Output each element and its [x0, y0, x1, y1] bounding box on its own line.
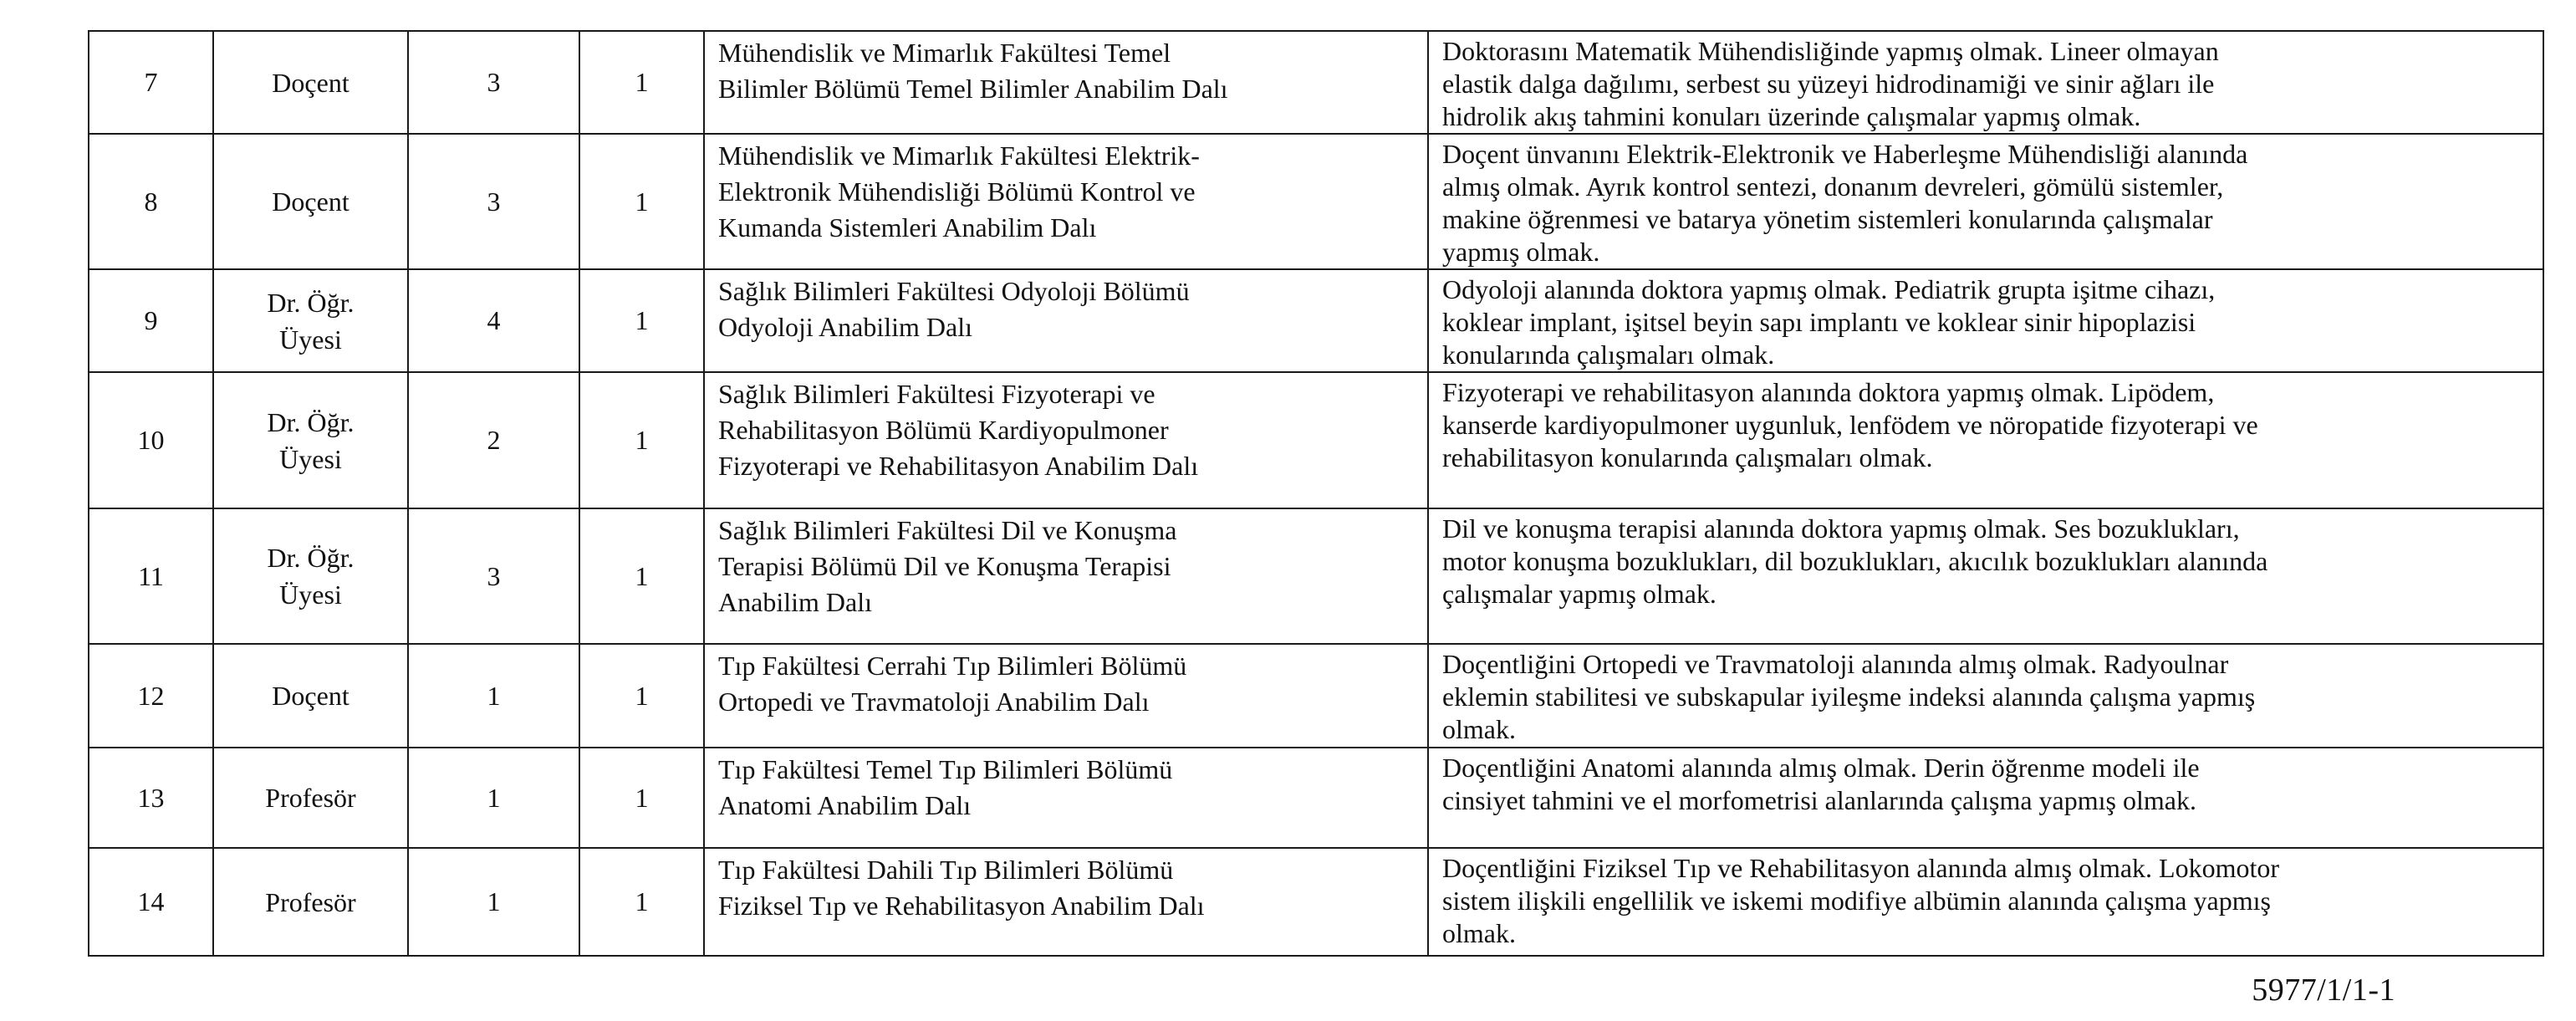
department-unit: Mühendislik ve Mimarlık Fakültesi Temel Bilimler Bölümü Temel Bilimler Anabilim Dalı — [704, 31, 1428, 134]
row-number: 13 — [89, 748, 213, 848]
position-count: 1 — [579, 644, 704, 748]
table-row — [89, 372, 2543, 508]
requirement-text: Odyoloji alanında doktora yapmış olmak. Pediatrik grupta işitme cihazı, koklear implant, işitsel beyin sapı implantı ve koklear sinir hipoplazisi konularında çalışmaları olmak. — [1428, 269, 2543, 372]
requirement-text: Dil ve konuşma terapisi alanında doktora yapmış olmak. Ses bozuklukları, motor konuşma bozuklukları, dil bozuklukları, akıcılık bozuklukları alanında çalışmalar yapmış olmak. — [1428, 508, 2543, 644]
requirement-text: Doktorasını Matematik Mühendisliğinde yapmış olmak. Lineer olmayan elastik dalga dağılımı, serbest su yüzeyi hidrodinamiği ve sinir ağları ile hidrolik akış tahmini konuları üzerinde çalışmalar yapmış olmak. — [1428, 31, 2543, 134]
table-row — [89, 508, 2543, 644]
row-number: 7 — [89, 31, 213, 134]
academic-title-text: Profesör — [265, 783, 356, 813]
position-count: 1 — [579, 31, 704, 134]
table-row — [89, 848, 2543, 956]
requirement-text: Doçent ünvanını Elektrik-Elektronik ve Haberleşme Mühendisliği alanında almış olmak. Ayrık kontrol sentezi, donanım devreleri, gömülü sistemler, makine öğrenmesi ve batarya yönetim sistemleri konularında çalışmalar yapmış olmak. — [1428, 134, 2543, 269]
department-unit: Sağlık Bilimleri Fakültesi Fizyoterapi ve Rehabilitasyon Bölümü Kardiyopulmoner Fizyoterapi ve Rehabilitasyon Anabilim Dalı — [704, 372, 1428, 508]
position-count: 1 — [579, 269, 704, 372]
position-count: 1 — [579, 508, 704, 644]
academic-title — [213, 848, 408, 956]
academic-title-text: Dr. Öğr. Üyesi — [267, 287, 355, 355]
level-value: 2 — [408, 372, 579, 508]
row-number: 9 — [89, 269, 213, 372]
requirement-text: Doçentliğini Anatomi alanında almış olmak. Derin öğrenme modeli ile cinsiyet tahmini ve el morfometrisi alanlarında çalışma yapmış olmak. — [1428, 748, 2543, 848]
table-row — [89, 31, 2543, 134]
academic-title-text: Doçent — [272, 186, 349, 217]
requirement-text: Doçentliğini Ortopedi ve Travmatoloji alanında almış olmak. Radyoulnar eklemin stabilitesi ve subskapular iyileşme indeksi alanında çalışma yapmış olmak. — [1428, 644, 2543, 748]
position-count: 1 — [579, 134, 704, 269]
department-unit: Sağlık Bilimleri Fakültesi Odyoloji Bölümü Odyoloji Anabilim Dalı — [704, 269, 1428, 372]
level-value: 3 — [408, 134, 579, 269]
department-unit: Mühendislik ve Mimarlık Fakültesi Elektrik- Elektronik Mühendisliği Bölümü Kontrol ve Kumanda Sistemleri Anabilim Dalı — [704, 134, 1428, 269]
academic-title — [213, 269, 408, 372]
row-number: 14 — [89, 848, 213, 956]
academic-title — [213, 748, 408, 848]
position-count: 1 — [579, 372, 704, 508]
academic-title-text: Dr. Öğr. Üyesi — [267, 543, 355, 610]
position-table — [88, 30, 2544, 957]
academic-title — [213, 644, 408, 748]
requirement-text: Fizyoterapi ve rehabilitasyon alanında doktora yapmış olmak. Lipödem, kanserde kardiyopulmoner uygunluk, lenfödem ve nöropatide fizyoterapi ve rehabilitasyon konularında çalışmaları olmak. — [1428, 372, 2543, 508]
academic-title — [213, 31, 408, 134]
level-value: 4 — [408, 269, 579, 372]
position-count: 1 — [579, 848, 704, 956]
row-number: 10 — [89, 372, 213, 508]
academic-title-text: Profesör — [265, 886, 356, 917]
table-row — [89, 748, 2543, 848]
department-unit: Sağlık Bilimleri Fakültesi Dil ve Konuşma Terapisi Bölümü Dil ve Konuşma Terapisi Anabilim Dalı — [704, 508, 1428, 644]
level-value: 3 — [408, 508, 579, 644]
academic-title-text: Dr. Öğr. Üyesi — [267, 406, 355, 474]
department-unit: Tıp Fakültesi Temel Tıp Bilimleri Bölümü Anatomi Anabilim Dalı — [704, 748, 1428, 848]
table-row — [89, 644, 2543, 748]
position-table-body — [89, 31, 2543, 956]
row-number: 12 — [89, 644, 213, 748]
level-value: 3 — [408, 31, 579, 134]
level-value: 1 — [408, 848, 579, 956]
document-reference-code: 5977/1/1-1 — [2252, 973, 2395, 1008]
position-count: 1 — [579, 748, 704, 848]
academic-title — [213, 508, 408, 644]
academic-title — [213, 372, 408, 508]
department-unit: Tıp Fakültesi Dahili Tıp Bilimleri Bölümü Fiziksel Tıp ve Rehabilitasyon Anabilim Dalı — [704, 848, 1428, 956]
requirement-text: Doçentliğini Fiziksel Tıp ve Rehabilitasyon alanında almış olmak. Lokomotor sistem ilişkili engellilik ve iskemi modifiye albümin alanında çalışma yapmış olmak. — [1428, 848, 2543, 956]
table-row — [89, 134, 2543, 269]
row-number: 8 — [89, 134, 213, 269]
department-unit: Tıp Fakültesi Cerrahi Tıp Bilimleri Bölümü Ortopedi ve Travmatoloji Anabilim Dalı — [704, 644, 1428, 748]
level-value: 1 — [408, 748, 579, 848]
table-row — [89, 269, 2543, 372]
row-number: 11 — [89, 508, 213, 644]
level-value: 1 — [408, 644, 579, 748]
academic-title-text: Doçent — [272, 681, 349, 711]
academic-title-text: Doçent — [272, 67, 349, 98]
academic-title — [213, 134, 408, 269]
